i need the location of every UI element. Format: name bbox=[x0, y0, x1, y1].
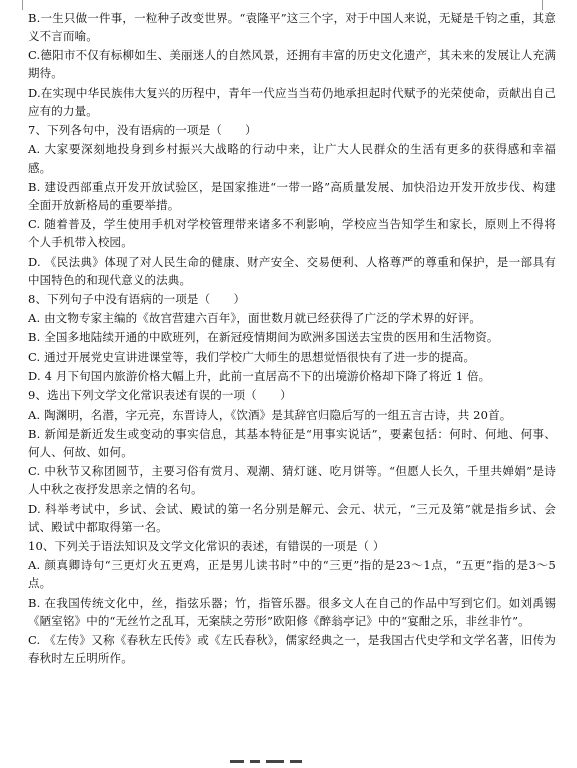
option-6d: D.在实现中华民族伟大复兴的历程中，青年一代应当当苟仍地承担起时代赋予的光荣使命，贡献出自己应有的力量。 bbox=[28, 85, 556, 118]
question-9: 9、选出下列文学文化常识表述有误的一项（ ） bbox=[28, 388, 292, 403]
option-9c: C. 中秋节又称团圆节，主要习俗有赏月、观潮、猜灯谜、吃月饼等。“但愿人长久，千里共婵娟”是诗人中秋之夜抒发思亲之情的名句。 bbox=[28, 464, 556, 497]
option-7a: A. 大家要深刻地投身到乡村振兴大战略的行动中来，让广大人民群众的生活有更多的获得感和幸福感。 bbox=[28, 142, 556, 175]
option-7d: D. 《民法典》体现了对人民生命的健康、财产安全、交易便利、人格尊严的尊重和保护，是一部具有中国特色的和现代意义的法典。 bbox=[28, 254, 556, 287]
option-8d: D. 4 月下旬国内旅游价格大幅上升，此前一直居高不下的出境游价格却下降了将近 1 倍。 bbox=[28, 369, 491, 384]
option-9a: A. 陶渊明，名潜，字元亮，东晋诗人，《饮酒》是其辞官归隐后写的一组五言古诗，共 20首。 bbox=[28, 407, 512, 422]
option-8a: A. 由文物专家主编的《故宫营建六百年》，面世数月就已经获得了广泛的学术界的好评。 bbox=[28, 311, 482, 326]
cutoff-footer-text bbox=[230, 760, 350, 766]
option-9d: D. 科举考试中，乡试、会试、殿试的第一名分别是解元、会元、状元，“三元及第”就是指乡试、会试、殿试中都取得第一名。 bbox=[28, 501, 556, 534]
option-9b: B. 新闻是新近发生或变动的事实信息，其基本特征是“用事实说话”，要素包括：何时、何地、何事、何人、何故、如何。 bbox=[28, 426, 556, 459]
crop-mark-left bbox=[12, 0, 23, 10]
exam-content bbox=[28, 9, 556, 668]
option-7c: C. 随着普及，学生使用手机对学校管理带来诸多不利影响，学校应当告知学生和家长，原则上不得将个人手机带入校园。 bbox=[28, 217, 556, 250]
option-8c: C. 通过开展党史宣讲进课堂等，我们学校广大师生的思想觉悟很快有了进一步的提高。 bbox=[28, 349, 476, 364]
question-7: 7、下列各句中，没有语病的一项是（ ） bbox=[28, 123, 257, 138]
option-6b: B.一生只做一件事，一粒种子改变世界。“袁隆平”这三个字，对于中国人来说，无疑是千钧之重，其意义不言而喻。 bbox=[28, 11, 556, 44]
question-8: 8、下列句子中没有语病的一项是（ ） bbox=[28, 291, 246, 306]
option-10c: C. 《左传》又称《春秋左氏传》或《左氏春秋》，儒家经典之一，是我国古代史学和文学名著，旧传为春秋时左丘明所作。 bbox=[28, 633, 556, 666]
question-10: 10、下列关于语法知识及文学文化常识的表述，有错误的一项是（ ） bbox=[28, 539, 385, 553]
option-8b: B. 全国多地陆续开通的中欧班列，在新冠疫情期间为欧洲多国送去宝贵的医用和生活物资。 bbox=[28, 330, 499, 345]
option-10a: A. 颜真卿诗句“三更灯火五更鸡，正是男儿读书时”中的“三更”指的是23～1点，“五更”指的是3～5点。 bbox=[28, 558, 556, 591]
option-6c: C.德阳市不仅有标柳如生、美丽迷人的自然风景，还拥有丰富的历史文化遗产，其未来的发展让人充满期待。 bbox=[28, 48, 556, 81]
option-7b: B. 建设西部重点开发开放试验区，是国家推进“一带一路”高质量发展、加快沿边开发开放步伐、构建全面开放新格局的重要举措。 bbox=[28, 179, 556, 212]
option-10b: B. 在我国传统文化中，丝，指弦乐器；竹，指管乐器。很多文人在自己的作品中写到它们。如刘禹锡《陋室铭》中的“无丝竹之乱耳，无案牍之劳形”欧阳修《醉翁亭记》中的“宴酣之乐，非丝非竹”。 bbox=[28, 595, 556, 628]
